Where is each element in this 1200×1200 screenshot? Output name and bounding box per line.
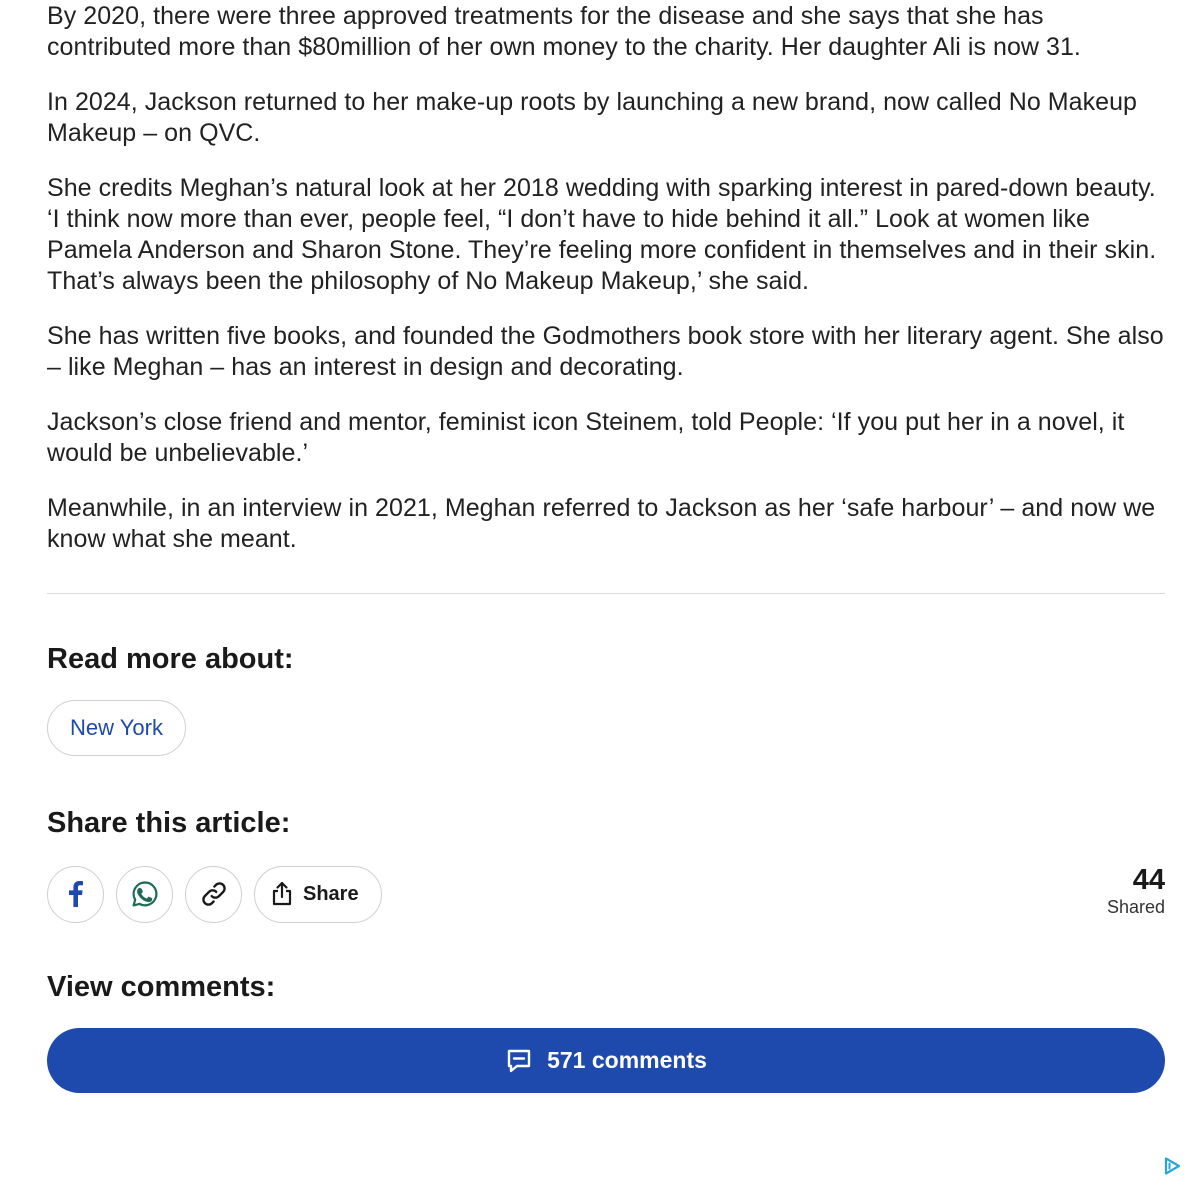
share-count-label: Shared (1106, 897, 1165, 917)
article-paragraph: By 2020, there were three approved treatments for the disease and she says that she has contributed more than $80million of her own money to the charity. Her daughter Ali is now 31. (47, 2, 1081, 61)
tag-new-york[interactable]: New York (47, 700, 186, 756)
facebook-icon (69, 881, 83, 907)
share-icon (269, 881, 295, 907)
read-more-title: Read more about: (47, 643, 294, 675)
link-icon (200, 880, 228, 908)
share-count (1107, 864, 1165, 918)
comment-bubble-icon (505, 1047, 533, 1075)
whatsapp-icon (131, 880, 159, 908)
copy-link-button[interactable] (185, 866, 242, 923)
section-divider (47, 593, 1165, 594)
article-paragraph: Jackson’s close friend and mentor, feminist icon Steinem, told People: ‘If you put her in a novel, it would be unbelievable.’ (47, 408, 1125, 467)
article-paragraph: In 2024, Jackson returned to her make-up roots by launching a new brand, now called No Makeup Makeup – on QVC. (47, 88, 1138, 147)
article-paragraph: Meanwhile, in an interview in 2021, Meghan referred to Jackson as her ‘safe harbour’ – and now we know what she meant. (47, 494, 1156, 553)
share-button-label: Share (303, 882, 359, 905)
share-count-number: 44 (1132, 864, 1165, 896)
share-bar (47, 866, 1165, 922)
article-body (47, 1, 1165, 555)
facebook-share-button[interactable] (47, 866, 104, 923)
comments-button-label: 571 comments (547, 1047, 707, 1073)
view-comments-button[interactable] (47, 1028, 1165, 1093)
comments-title: View comments: (47, 971, 276, 1003)
share-title: Share this article: (47, 807, 291, 839)
adchoices-icon[interactable] (1162, 1156, 1182, 1176)
article-page (47, 0, 1165, 1093)
share-button[interactable] (254, 866, 382, 923)
whatsapp-share-button[interactable] (116, 866, 173, 923)
article-paragraph: She has written five books, and founded the Godmothers book store with her literary agent. She also – like Meghan – has an interest in design and decorating. (47, 322, 1164, 381)
article-paragraph: She credits Meghan’s natural look at her 2018 wedding with sparking interest in pared-down beauty. ‘I think now more than ever, people feel, “I don’t have to hide behind it all.” Look at women like Pamela Anderson and Sharon Stone. They’re feeling more confident in themselves and in their skin. That’s always been the philosophy of No Makeup Makeup,’ she said. (47, 174, 1157, 295)
topic-tags (47, 700, 1165, 756)
